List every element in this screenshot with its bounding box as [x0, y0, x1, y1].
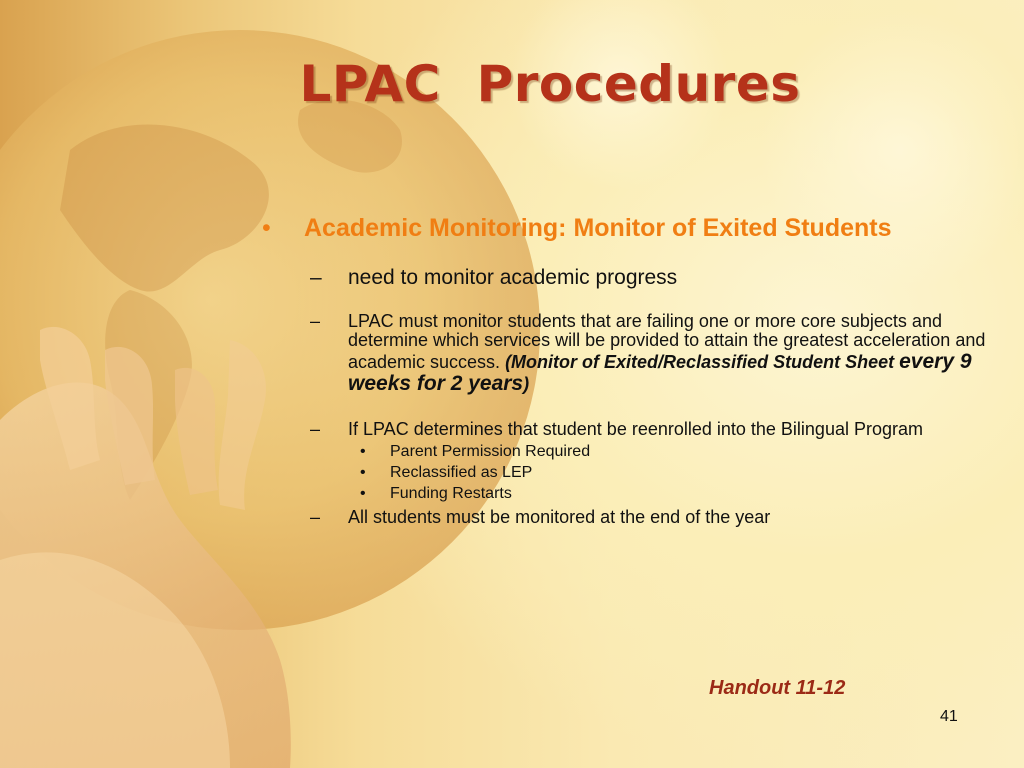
dash-mark: –	[310, 507, 321, 528]
bullet-text: Academic Monitoring: Monitor of Exited Students	[304, 214, 892, 242]
subitem-body	[348, 312, 1002, 396]
subitem-end-of-year	[310, 508, 1002, 527]
subitem-text: LPAC must monitor students that are failing one or more core subjects and determine which services will be provided to attain the greatest acceleration and academic success.	[348, 310, 986, 372]
subitem-reenroll-bilingual	[310, 420, 1002, 439]
dash-mark: –	[310, 310, 321, 331]
sub-bullet-mark: •	[360, 443, 366, 461]
sub-bullet-funding	[360, 486, 1002, 502]
sub-bullet-text: Funding Restarts	[390, 485, 512, 503]
sub-bullet-text: Reclassified as LEP	[390, 464, 533, 482]
sub-bullet-reclassified	[360, 465, 1002, 481]
dash-mark: –	[310, 418, 321, 439]
subitem-text: need to monitor academic progress	[348, 266, 678, 289]
subitem-monitor-progress	[310, 267, 1002, 290]
sub-bullet-parent-permission	[360, 444, 1002, 460]
slide-content	[262, 214, 1002, 528]
page-number: 41	[940, 708, 958, 725]
emphasis-close-paren: )	[523, 374, 530, 395]
sub-bullet-text: Parent Permission Required	[390, 443, 591, 461]
emphasis-frequency: every 9 weeks for 2 years	[348, 349, 972, 396]
subitem-lpac-must-monitor	[310, 312, 1002, 396]
slide-title: LPAC Procedures	[299, 55, 801, 113]
sub-bullet-mark: •	[360, 464, 366, 482]
subitem-text: All students must be monitored at the end of the year	[348, 507, 771, 528]
dash-mark: –	[310, 266, 322, 289]
bullet-mark: •	[262, 214, 271, 242]
sub-bullet-mark: •	[360, 485, 366, 503]
bullet-academic-monitoring	[262, 214, 1002, 243]
emphasis-sheet-name: (Monitor of Exited/Reclassified Student Sheet	[505, 351, 900, 372]
handout-reference: Handout 11-12	[709, 677, 846, 699]
subitem-text: If LPAC determines that student be reenrolled into the Bilingual Program	[348, 418, 923, 439]
